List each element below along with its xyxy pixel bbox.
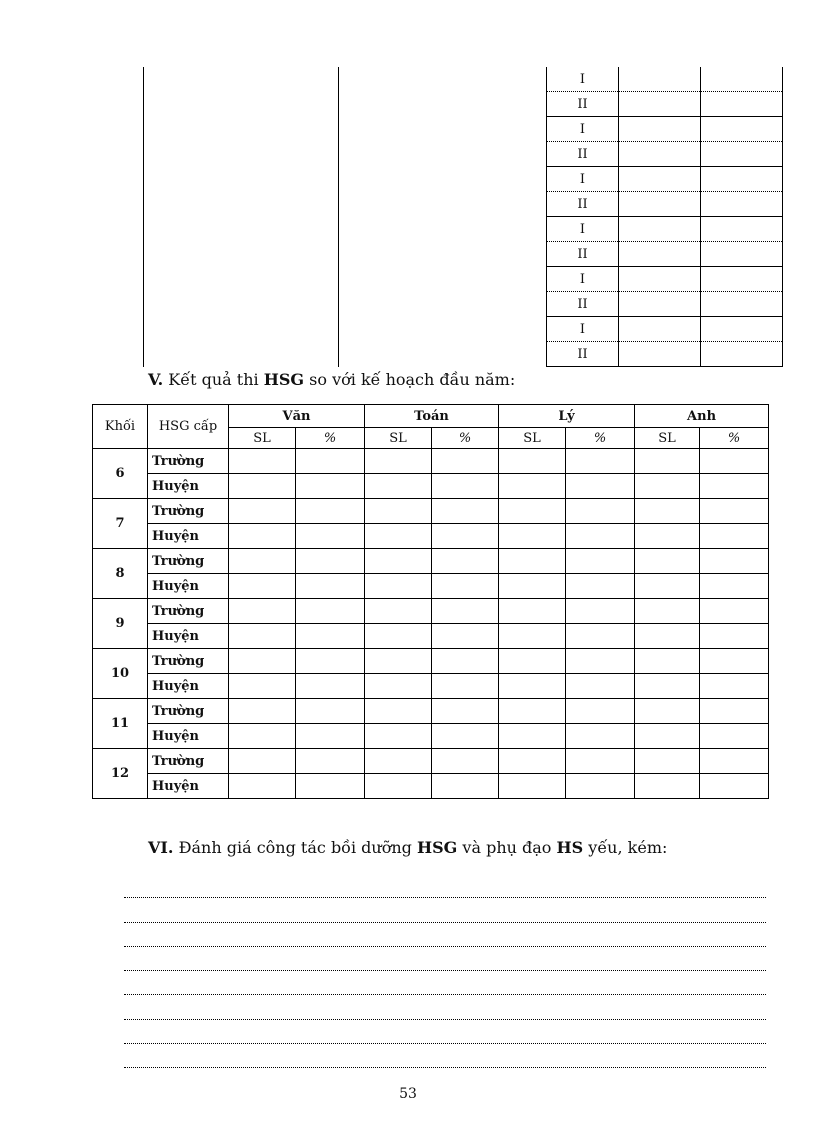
semester-label: II xyxy=(547,242,619,267)
result-cell[interactable] xyxy=(700,749,769,774)
level-label: Trường xyxy=(148,599,229,624)
header-sl: SL xyxy=(365,428,432,449)
result-cell[interactable] xyxy=(432,449,499,474)
section-vi-part: HS xyxy=(556,838,584,857)
result-cell[interactable] xyxy=(635,474,700,499)
header-subject-toan: Toán xyxy=(365,405,499,428)
level-label: Trường xyxy=(148,549,229,574)
result-cell[interactable] xyxy=(499,524,566,549)
results-row xyxy=(93,599,769,624)
result-cell[interactable] xyxy=(365,624,432,649)
level-label: Trường xyxy=(148,499,229,524)
result-cell[interactable] xyxy=(635,624,700,649)
result-cell[interactable] xyxy=(229,624,296,649)
answer-line[interactable] xyxy=(124,1044,766,1068)
result-cell[interactable] xyxy=(296,574,365,599)
header-subject-van: Văn xyxy=(229,405,365,428)
level-label: Huyện xyxy=(148,574,229,599)
semester-label: II xyxy=(547,292,619,317)
result-cell[interactable] xyxy=(229,724,296,749)
result-cell[interactable] xyxy=(432,649,499,674)
result-cell[interactable] xyxy=(296,449,365,474)
level-label: Huyện xyxy=(148,674,229,699)
answer-line[interactable] xyxy=(124,947,766,971)
result-cell[interactable] xyxy=(432,699,499,724)
top-table-cell[interactable] xyxy=(619,242,701,267)
result-cell[interactable] xyxy=(635,599,700,624)
top-table-cell[interactable] xyxy=(619,117,701,142)
result-cell[interactable] xyxy=(365,649,432,674)
semester-label: I xyxy=(547,167,619,192)
result-cell[interactable] xyxy=(365,699,432,724)
results-row xyxy=(93,499,769,524)
result-cell[interactable] xyxy=(700,624,769,649)
semester-label: I xyxy=(547,117,619,142)
result-cell[interactable] xyxy=(700,549,769,574)
grade-label: 10 xyxy=(93,649,148,699)
result-cell[interactable] xyxy=(432,724,499,749)
grade-label: 9 xyxy=(93,599,148,649)
section-v-part: HSG xyxy=(263,370,305,389)
top-table-cell[interactable] xyxy=(701,117,783,142)
result-cell[interactable] xyxy=(296,524,365,549)
level-label: Trường xyxy=(148,699,229,724)
grade-label: 7 xyxy=(93,499,148,549)
top-table-cell[interactable] xyxy=(701,192,783,217)
top-table-cell[interactable] xyxy=(619,342,701,367)
result-cell[interactable] xyxy=(365,549,432,574)
result-cell[interactable] xyxy=(229,749,296,774)
result-cell[interactable] xyxy=(635,449,700,474)
result-cell[interactable] xyxy=(296,474,365,499)
result-cell[interactable] xyxy=(365,599,432,624)
result-cell[interactable] xyxy=(229,574,296,599)
top-table-cell[interactable] xyxy=(619,267,701,292)
result-cell[interactable] xyxy=(700,699,769,724)
result-cell[interactable] xyxy=(296,549,365,574)
results-row xyxy=(93,649,769,674)
level-label: Huyện xyxy=(148,474,229,499)
result-cell[interactable] xyxy=(566,499,635,524)
result-cell[interactable] xyxy=(700,774,769,799)
top-table-cell[interactable] xyxy=(701,67,783,92)
top-table-cell[interactable] xyxy=(144,67,339,117)
header-percent: % xyxy=(566,428,635,449)
result-cell[interactable] xyxy=(700,674,769,699)
results-row xyxy=(93,774,769,799)
top-table-row xyxy=(144,117,783,142)
result-cell[interactable] xyxy=(700,524,769,549)
result-cell[interactable] xyxy=(566,599,635,624)
section-vi-heading xyxy=(148,838,667,857)
result-cell[interactable] xyxy=(432,624,499,649)
result-cell[interactable] xyxy=(499,674,566,699)
header-sl: SL xyxy=(635,428,700,449)
result-cell[interactable] xyxy=(432,524,499,549)
top-table-row xyxy=(144,317,783,342)
top-table-cell[interactable] xyxy=(701,317,783,342)
result-cell[interactable] xyxy=(499,549,566,574)
top-table-cell[interactable] xyxy=(701,142,783,167)
result-cell[interactable] xyxy=(566,649,635,674)
result-cell[interactable] xyxy=(566,724,635,749)
top-table-cell[interactable] xyxy=(339,317,547,367)
result-cell[interactable] xyxy=(635,524,700,549)
header-khoi: Khối xyxy=(93,405,148,449)
top-table-cell[interactable] xyxy=(619,317,701,342)
result-cell[interactable] xyxy=(635,649,700,674)
top-table-cell[interactable] xyxy=(619,142,701,167)
header-subject-anh: Anh xyxy=(635,405,769,428)
semester-label: I xyxy=(547,317,619,342)
top-table-row xyxy=(144,267,783,292)
results-row xyxy=(93,524,769,549)
section-vi-part: HSG xyxy=(416,838,458,857)
result-cell[interactable] xyxy=(229,524,296,549)
result-cell[interactable] xyxy=(229,774,296,799)
result-cell[interactable] xyxy=(432,574,499,599)
result-cell[interactable] xyxy=(296,774,365,799)
result-cell[interactable] xyxy=(700,474,769,499)
result-cell[interactable] xyxy=(365,524,432,549)
grade-label: 8 xyxy=(93,549,148,599)
result-cell[interactable] xyxy=(635,499,700,524)
result-cell[interactable] xyxy=(499,749,566,774)
result-cell[interactable] xyxy=(635,574,700,599)
result-cell[interactable] xyxy=(566,774,635,799)
result-cell[interactable] xyxy=(700,574,769,599)
level-label: Huyện xyxy=(148,624,229,649)
result-cell[interactable] xyxy=(229,649,296,674)
result-cell[interactable] xyxy=(365,474,432,499)
result-cell[interactable] xyxy=(499,499,566,524)
result-cell[interactable] xyxy=(365,749,432,774)
level-label: Trường xyxy=(148,649,229,674)
result-cell[interactable] xyxy=(365,574,432,599)
result-cell[interactable] xyxy=(229,449,296,474)
answer-line[interactable] xyxy=(124,923,766,947)
level-label: Huyện xyxy=(148,774,229,799)
top-table-cell[interactable] xyxy=(619,67,701,92)
result-cell[interactable] xyxy=(229,499,296,524)
page-number: 53 xyxy=(399,1086,417,1102)
result-cell[interactable] xyxy=(229,674,296,699)
result-cell[interactable] xyxy=(700,724,769,749)
answer-line[interactable] xyxy=(124,971,766,995)
result-cell[interactable] xyxy=(432,599,499,624)
result-cell[interactable] xyxy=(635,724,700,749)
top-table-cell[interactable] xyxy=(701,92,783,117)
section-v-part: so với kế hoạch đầu năm: xyxy=(309,370,516,389)
answer-line[interactable] xyxy=(124,995,766,1019)
result-cell[interactable] xyxy=(365,674,432,699)
top-table-cell[interactable] xyxy=(619,92,701,117)
top-table-row xyxy=(144,67,783,92)
result-cell[interactable] xyxy=(499,649,566,674)
result-cell[interactable] xyxy=(296,649,365,674)
result-cell[interactable] xyxy=(566,624,635,649)
top-table-cell[interactable] xyxy=(701,292,783,317)
grade-label: 12 xyxy=(93,749,148,799)
result-cell[interactable] xyxy=(432,499,499,524)
result-cell[interactable] xyxy=(635,699,700,724)
section-vi-part: yếu, kém: xyxy=(588,838,668,857)
top-table-cell[interactable] xyxy=(144,267,339,317)
top-table-cell[interactable] xyxy=(701,217,783,242)
top-table-cell[interactable] xyxy=(339,117,547,167)
top-table-cell[interactable] xyxy=(339,167,547,217)
results-row xyxy=(93,449,769,474)
result-cell[interactable] xyxy=(499,699,566,724)
result-cell[interactable] xyxy=(635,674,700,699)
top-table-cell[interactable] xyxy=(701,267,783,292)
semester-label: I xyxy=(547,67,619,92)
result-cell[interactable] xyxy=(700,599,769,624)
answer-line[interactable] xyxy=(124,898,766,922)
header-subject-ly: Lý xyxy=(499,405,635,428)
result-cell[interactable] xyxy=(566,699,635,724)
top-table-cell[interactable] xyxy=(339,267,547,317)
answer-line[interactable] xyxy=(124,1020,766,1044)
top-table-cell[interactable] xyxy=(619,167,701,192)
top-table-cell[interactable] xyxy=(619,217,701,242)
section-vi-numeral: VI. xyxy=(148,838,174,857)
result-cell[interactable] xyxy=(499,774,566,799)
result-cell[interactable] xyxy=(296,699,365,724)
result-cell[interactable] xyxy=(432,774,499,799)
result-cell[interactable] xyxy=(499,474,566,499)
top-table-cell[interactable] xyxy=(144,217,339,267)
result-cell[interactable] xyxy=(566,449,635,474)
header-percent: % xyxy=(432,428,499,449)
result-cell[interactable] xyxy=(700,449,769,474)
top-table-cell[interactable] xyxy=(619,292,701,317)
result-cell[interactable] xyxy=(229,549,296,574)
level-label: Huyện xyxy=(148,724,229,749)
level-label: Trường xyxy=(148,449,229,474)
top-table-cell[interactable] xyxy=(144,167,339,217)
result-cell[interactable] xyxy=(566,674,635,699)
top-table-cell[interactable] xyxy=(701,167,783,192)
previous-section-table xyxy=(143,67,783,367)
section-v-heading xyxy=(148,370,515,389)
result-cell[interactable] xyxy=(499,449,566,474)
semester-label: II xyxy=(547,192,619,217)
results-row xyxy=(93,699,769,724)
result-cell[interactable] xyxy=(566,549,635,574)
result-cell[interactable] xyxy=(432,549,499,574)
header-percent: % xyxy=(700,428,769,449)
result-cell[interactable] xyxy=(499,624,566,649)
top-table-cell[interactable] xyxy=(339,217,547,267)
answer-area[interactable] xyxy=(124,874,766,1068)
grade-label: 6 xyxy=(93,449,148,499)
semester-label: II xyxy=(547,142,619,167)
result-cell[interactable] xyxy=(365,449,432,474)
result-cell[interactable] xyxy=(635,774,700,799)
result-cell[interactable] xyxy=(700,499,769,524)
top-table-cell[interactable] xyxy=(144,117,339,167)
section-v-part: Kết quả thi xyxy=(168,370,264,389)
top-table-row xyxy=(144,217,783,242)
results-row xyxy=(93,574,769,599)
result-cell[interactable] xyxy=(296,724,365,749)
result-cell[interactable] xyxy=(365,499,432,524)
results-row xyxy=(93,724,769,749)
result-cell[interactable] xyxy=(499,599,566,624)
section-vi-part: và phụ đạo xyxy=(462,838,557,857)
section-vi-part: Đánh giá công tác bồi dưỡng xyxy=(178,838,417,857)
result-cell[interactable] xyxy=(432,749,499,774)
top-table-cell[interactable] xyxy=(339,67,547,117)
results-row xyxy=(93,549,769,574)
results-row xyxy=(93,749,769,774)
result-cell[interactable] xyxy=(566,524,635,549)
result-cell[interactable] xyxy=(566,749,635,774)
result-cell[interactable] xyxy=(566,574,635,599)
grade-label: 11 xyxy=(93,699,148,749)
results-row xyxy=(93,474,769,499)
result-cell[interactable] xyxy=(296,624,365,649)
result-cell[interactable] xyxy=(229,599,296,624)
result-cell[interactable] xyxy=(229,474,296,499)
header-sl: SL xyxy=(499,428,566,449)
result-cell[interactable] xyxy=(499,574,566,599)
top-table-cell[interactable] xyxy=(144,317,339,367)
result-cell[interactable] xyxy=(365,724,432,749)
semester-label: I xyxy=(547,217,619,242)
level-label: Trường xyxy=(148,749,229,774)
result-cell[interactable] xyxy=(365,774,432,799)
answer-line[interactable] xyxy=(124,874,766,898)
semester-label: I xyxy=(547,267,619,292)
top-table-cell[interactable] xyxy=(701,342,783,367)
result-cell[interactable] xyxy=(432,474,499,499)
result-cell[interactable] xyxy=(499,724,566,749)
result-cell[interactable] xyxy=(296,749,365,774)
result-cell[interactable] xyxy=(296,499,365,524)
result-cell[interactable] xyxy=(296,674,365,699)
level-label: Huyện xyxy=(148,524,229,549)
results-row xyxy=(93,674,769,699)
header-hsg-cap: HSG cấp xyxy=(148,405,229,449)
semester-label: II xyxy=(547,92,619,117)
result-cell[interactable] xyxy=(229,699,296,724)
result-cell[interactable] xyxy=(635,749,700,774)
results-row xyxy=(93,624,769,649)
result-cell[interactable] xyxy=(566,474,635,499)
result-cell[interactable] xyxy=(700,649,769,674)
header-percent: % xyxy=(296,428,365,449)
header-sl: SL xyxy=(229,428,296,449)
result-cell[interactable] xyxy=(432,674,499,699)
top-table-cell[interactable] xyxy=(619,192,701,217)
section-v-numeral: V. xyxy=(148,370,164,389)
top-table-cell[interactable] xyxy=(701,242,783,267)
top-table-row xyxy=(144,167,783,192)
hsg-results-table xyxy=(92,404,769,799)
result-cell[interactable] xyxy=(296,599,365,624)
result-cell[interactable] xyxy=(635,549,700,574)
semester-label: II xyxy=(547,342,619,367)
